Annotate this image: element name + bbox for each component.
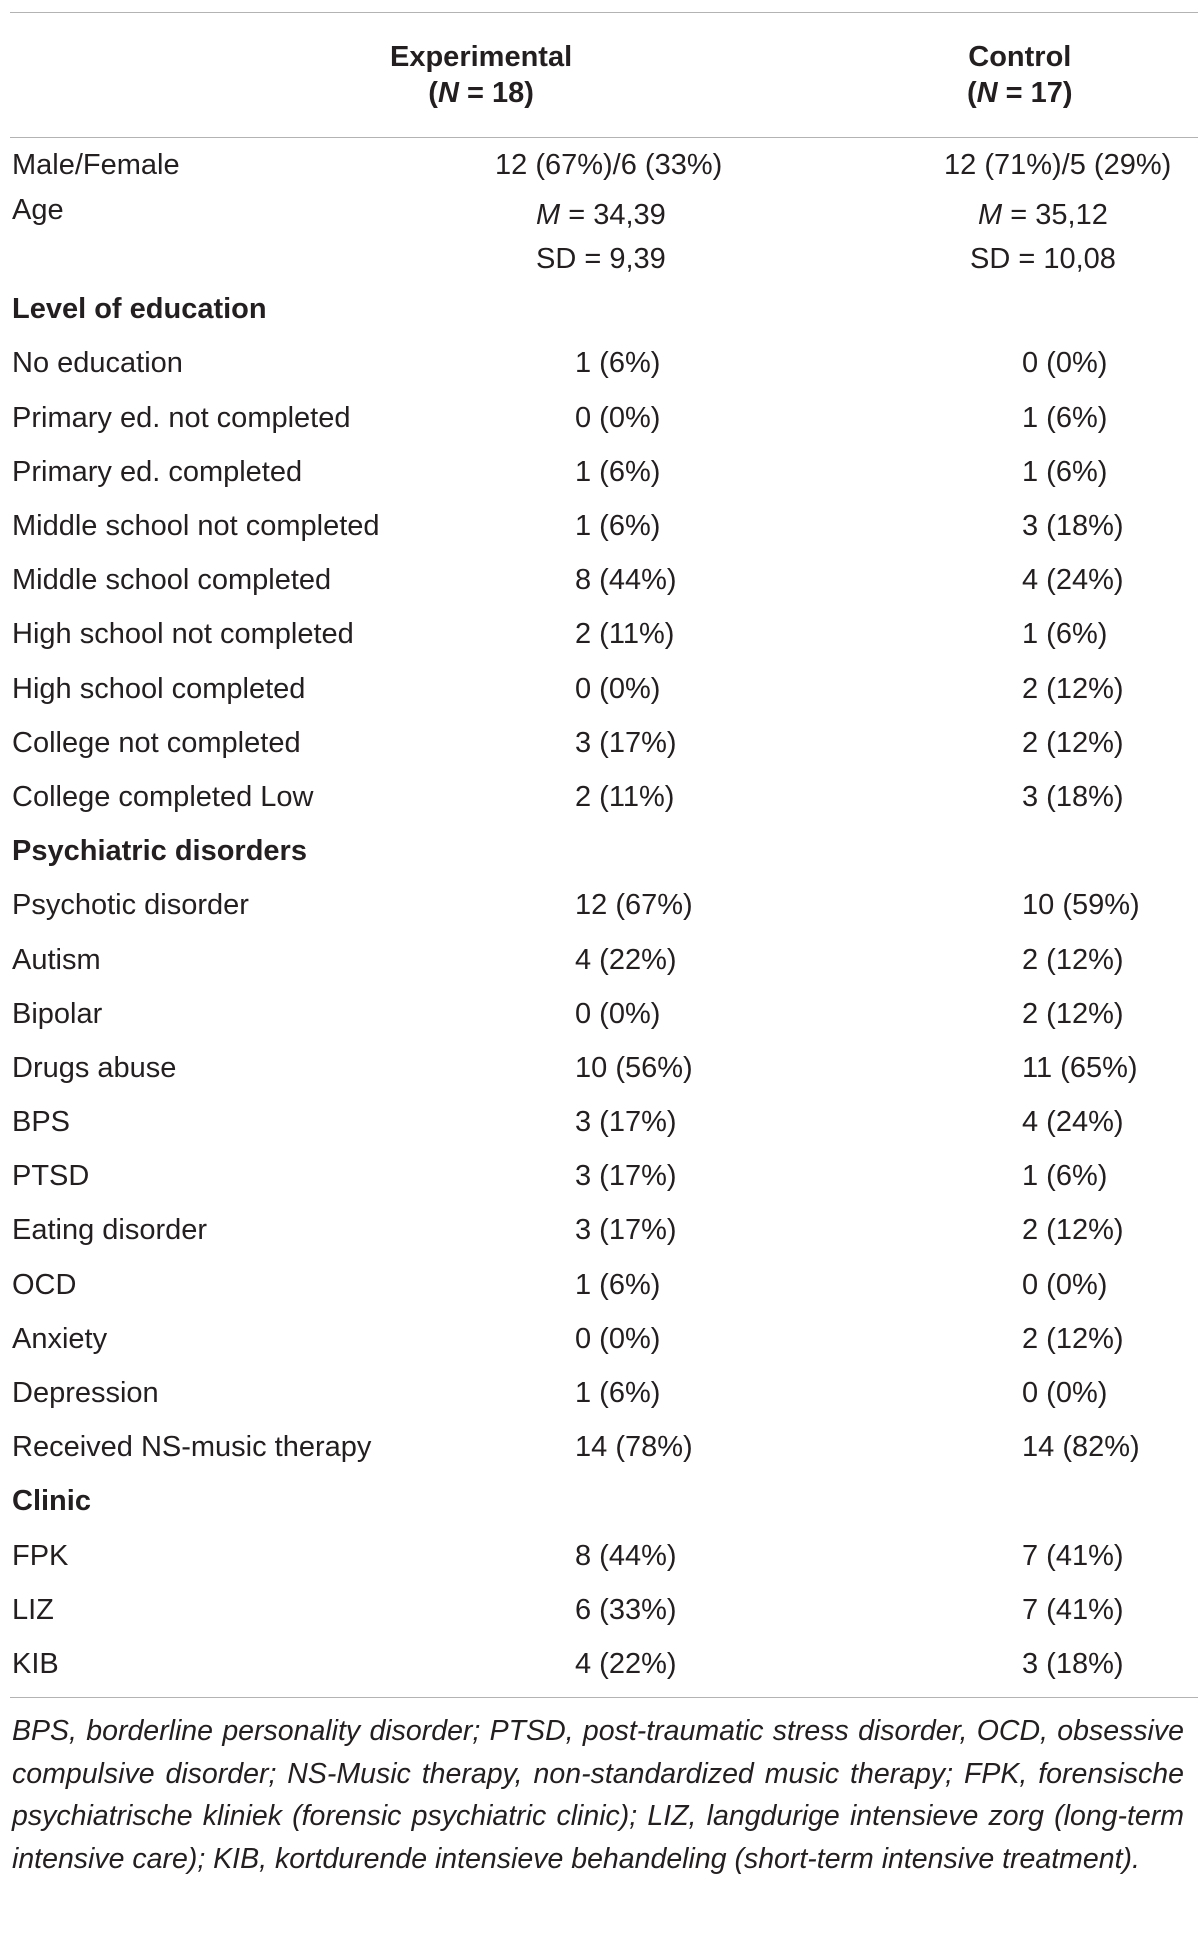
table-row — [10, 1258, 1188, 1312]
row-label: Primary ed. completed — [12, 455, 303, 488]
row-experimental-value — [370, 878, 770, 932]
row-label: LIZ — [12, 1593, 54, 1626]
table-row — [10, 391, 1188, 445]
row-experimental-value — [370, 770, 770, 824]
cell-text: 2 (12%) — [1022, 726, 1124, 759]
cell-text: 1 (6%) — [575, 1268, 661, 1301]
demographics-table-container — [10, 0, 1198, 1880]
row-control-value — [770, 770, 1188, 824]
table-row — [10, 987, 1188, 1041]
row-experimental-value — [370, 499, 770, 553]
table-row — [10, 1420, 1188, 1474]
row-control-value — [770, 336, 1188, 390]
cell-text: 12 (71%)/5 (29%) — [944, 149, 1172, 182]
row-control-value — [770, 878, 1188, 932]
cell-text: 0 (0%) — [575, 997, 661, 1030]
cell-text: 1 (6%) — [1022, 455, 1108, 488]
cell-text: 1 (6%) — [1022, 401, 1108, 434]
cell-text: 4 (22%) — [575, 943, 677, 976]
row-control-value — [770, 1420, 1188, 1474]
cell-text: 1 (6%) — [575, 1377, 661, 1410]
row-control-value — [770, 987, 1188, 1041]
row-experimental-value — [370, 1258, 770, 1312]
row-experimental-value — [370, 662, 770, 716]
cell-text: 2 (12%) — [1022, 1322, 1124, 1355]
row-label: No education — [12, 347, 183, 380]
row-label: OCD — [12, 1268, 77, 1301]
table-row — [10, 932, 1188, 986]
cell-text: 14 (78%) — [575, 1431, 693, 1464]
row-control-value — [770, 445, 1188, 499]
row-label: FPK — [12, 1539, 69, 1572]
age-control-value — [770, 192, 1188, 282]
cell-text: 4 (24%) — [1022, 1106, 1124, 1139]
row-label: Received NS-music therapy — [12, 1431, 372, 1464]
row-label: Male/Female — [12, 149, 180, 182]
cell-text: 3 (18%) — [1022, 1647, 1124, 1680]
row-label: Psychotic disorder — [12, 889, 249, 922]
row-label: Bipolar — [12, 997, 103, 1030]
cell-text: 2 (11%) — [575, 618, 675, 651]
cell-text: 1 (6%) — [575, 455, 661, 488]
row-label: Primary ed. not completed — [12, 401, 351, 434]
row-control-value — [770, 499, 1188, 553]
row-control-value — [770, 1637, 1188, 1691]
cell-text: 2 (12%) — [1022, 997, 1124, 1030]
cell-text: 1 (6%) — [1022, 1160, 1108, 1193]
cell-text: 1 (6%) — [1022, 618, 1108, 651]
row-experimental-value — [370, 1583, 770, 1637]
cell-text: 6 (33%) — [575, 1593, 677, 1626]
demographics-table — [10, 13, 1188, 137]
row-experimental-value — [370, 716, 770, 770]
header-control-label: Control — [968, 41, 1072, 73]
row-control-value — [770, 553, 1188, 607]
row-label: Anxiety — [12, 1322, 108, 1355]
row-experimental-value — [370, 932, 770, 986]
cell-text: 12 (67%)/6 (33%) — [495, 149, 723, 182]
row-label: High school completed — [12, 672, 306, 705]
row-control-value — [770, 1095, 1188, 1149]
table-row — [10, 1529, 1188, 1583]
cell-text: 2 (11%) — [575, 780, 675, 813]
row-label: Middle school completed — [12, 564, 332, 597]
cell-text: 0 (0%) — [1022, 1377, 1108, 1410]
row-label: KIB — [12, 1647, 59, 1680]
row-label: College not completed — [12, 726, 301, 759]
cell-text: 8 (44%) — [575, 564, 677, 597]
section-header — [10, 282, 1188, 336]
row-label: Drugs abuse — [12, 1051, 177, 1084]
cell-text: 12 (67%) — [575, 889, 693, 922]
table-row — [10, 1312, 1188, 1366]
table-row-sex — [10, 138, 1188, 192]
table-row — [10, 445, 1188, 499]
header-control-n: (N = 17) — [967, 77, 1073, 109]
table-row — [10, 878, 1188, 932]
cell-text: 3 (17%) — [575, 726, 677, 759]
cell-text: 10 (59%) — [1022, 889, 1140, 922]
row-experimental-value — [370, 138, 770, 192]
table-row — [10, 1041, 1188, 1095]
row-label: High school not completed — [12, 618, 354, 651]
cell-text: 14 (82%) — [1022, 1431, 1140, 1464]
age-control-mean: M = 35,12 — [978, 199, 1108, 232]
row-experimental-value — [370, 1203, 770, 1257]
table-row — [10, 1149, 1188, 1203]
table-row — [10, 1095, 1188, 1149]
row-label: Eating disorder — [12, 1214, 208, 1247]
section-title: Psychiatric disorders — [12, 835, 307, 868]
header-experimental-label: Experimental — [390, 41, 573, 73]
table-row — [10, 499, 1188, 553]
table-row — [10, 662, 1188, 716]
table-row — [10, 1637, 1188, 1691]
row-experimental-value — [370, 607, 770, 661]
table-row — [10, 1366, 1188, 1420]
row-control-value — [770, 1203, 1188, 1257]
table-footnote: BPS, borderline personality disorder; PTSD, post-traumatic stress disorder, OCD, obsessive compulsive disorder; NS-Music therapy, non-standardized music therapy; FPK, forensische psychiatrische kliniek (forensic psychiatric clinic); LIZ, langdurige intensieve zorg (long-term intensive care); KIB, kortdurende intensieve behandeling (short-term intensive treatment). — [12, 1715, 1184, 1875]
section-title: Level of education — [12, 293, 267, 326]
age-experimental-value — [370, 192, 770, 282]
header-experimental-n: (N = 18) — [428, 77, 534, 109]
table-row-age — [10, 192, 1188, 282]
age-experimental-mean: M = 34,39 — [536, 199, 666, 232]
cell-text: 11 (65%) — [1022, 1051, 1138, 1084]
row-experimental-value — [370, 445, 770, 499]
cell-text: 4 (24%) — [1022, 564, 1124, 597]
cell-text: 0 (0%) — [575, 401, 661, 434]
cell-text: 2 (12%) — [1022, 1214, 1124, 1247]
cell-text: 7 (41%) — [1022, 1539, 1124, 1572]
row-control-value — [770, 1041, 1188, 1095]
cell-text: 0 (0%) — [1022, 1268, 1108, 1301]
cell-text: 0 (0%) — [575, 1322, 661, 1355]
table-row — [10, 716, 1188, 770]
row-label: PTSD — [12, 1160, 90, 1193]
row-experimental-value — [370, 1149, 770, 1203]
row-label: Age — [12, 194, 64, 227]
table-row — [10, 553, 1188, 607]
cell-text: 3 (17%) — [575, 1214, 677, 1247]
row-label: Depression — [12, 1377, 159, 1410]
row-control-value — [770, 607, 1188, 661]
row-label: Middle school not completed — [12, 510, 380, 543]
row-experimental-value — [370, 336, 770, 390]
cell-text: 7 (41%) — [1022, 1593, 1124, 1626]
row-experimental-value — [370, 391, 770, 445]
cell-text: 1 (6%) — [575, 510, 661, 543]
age-experimental-sd: SD = 9,39 — [536, 243, 666, 276]
row-control-value — [770, 932, 1188, 986]
table-row — [10, 336, 1188, 390]
cell-text: 3 (17%) — [575, 1160, 677, 1193]
cell-text: 10 (56%) — [575, 1051, 693, 1084]
row-experimental-value — [370, 1041, 770, 1095]
row-experimental-value — [370, 553, 770, 607]
section-header — [10, 824, 1188, 878]
row-experimental-value — [370, 1637, 770, 1691]
row-control-value — [770, 1583, 1188, 1637]
row-experimental-value — [370, 1420, 770, 1474]
section-header — [10, 1474, 1188, 1528]
row-label: College completed Low — [12, 780, 314, 813]
row-experimental-value — [370, 1312, 770, 1366]
row-label: BPS — [12, 1106, 71, 1139]
cell-text: 3 (18%) — [1022, 510, 1124, 543]
header-control — [770, 13, 1188, 137]
table-header — [10, 13, 1188, 137]
cell-text: 8 (44%) — [575, 1539, 677, 1572]
cell-text: 2 (12%) — [1022, 672, 1124, 705]
header-experimental — [370, 13, 770, 137]
age-control-sd: SD = 10,08 — [970, 243, 1116, 276]
section-title: Clinic — [12, 1485, 91, 1518]
table-row — [10, 607, 1188, 661]
row-control-value — [770, 1312, 1188, 1366]
row-label: Autism — [12, 943, 101, 976]
table-row — [10, 1203, 1188, 1257]
cell-text: 3 (17%) — [575, 1106, 677, 1139]
cell-text: 0 (0%) — [1022, 347, 1108, 380]
row-control-value — [770, 716, 1188, 770]
row-control-value — [770, 1149, 1188, 1203]
row-control-value — [770, 662, 1188, 716]
row-experimental-value — [370, 1529, 770, 1583]
row-experimental-value — [370, 987, 770, 1041]
table-row — [10, 1583, 1188, 1637]
cell-text: 1 (6%) — [575, 347, 661, 380]
cell-text: 3 (18%) — [1022, 780, 1124, 813]
row-control-value — [770, 138, 1188, 192]
cell-text: 2 (12%) — [1022, 943, 1124, 976]
row-control-value — [770, 1529, 1188, 1583]
table-row — [10, 770, 1188, 824]
header-empty-cell — [10, 13, 370, 137]
row-control-value — [770, 1258, 1188, 1312]
cell-text: 0 (0%) — [575, 672, 661, 705]
row-control-value — [770, 391, 1188, 445]
row-control-value — [770, 1366, 1188, 1420]
row-experimental-value — [370, 1366, 770, 1420]
cell-text: 4 (22%) — [575, 1647, 677, 1680]
table-body — [10, 138, 1188, 1691]
row-experimental-value — [370, 1095, 770, 1149]
